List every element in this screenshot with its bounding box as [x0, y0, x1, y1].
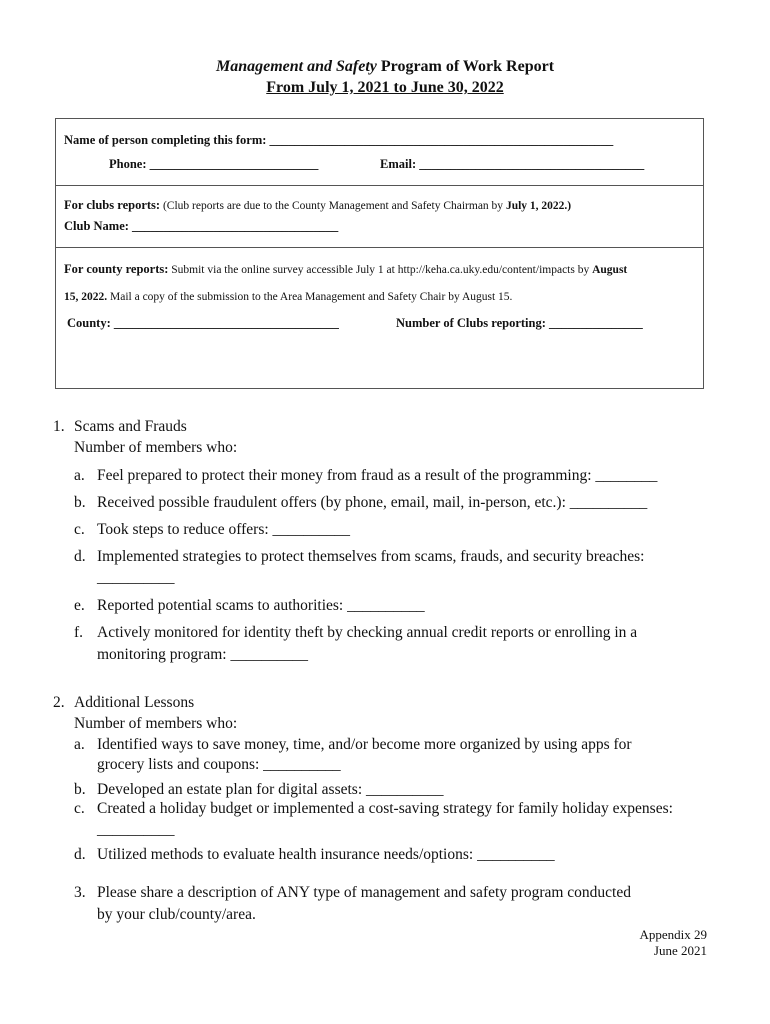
s1-item-d-blank[interactable]: __________	[97, 569, 175, 586]
clubs-text: (Club reports are due to the County Management and Safety Chairman by	[160, 200, 506, 212]
county-instructions	[64, 262, 627, 277]
s1-item-d[interactable]: Implemented strategies to protect themselves from scams, frauds, and security breaches:	[97, 548, 645, 565]
s1-letter-f: f.	[74, 624, 84, 641]
s2-letter-c: c.	[74, 800, 85, 817]
s2-letter-b: b.	[74, 781, 86, 798]
s2-item-b[interactable]: Developed an estate plan for digital assets: __________	[97, 781, 444, 798]
date-range: From July 1, 2021 to June 30, 2022	[266, 79, 504, 96]
section2-heading: Additional Lessons	[74, 694, 195, 711]
section2-sub: Number of members who:	[74, 715, 238, 732]
county-report-box	[55, 247, 704, 389]
s1-letter-a: a.	[74, 467, 85, 484]
county-date2: 15, 2022.	[64, 291, 108, 303]
county-text: Submit via the online survey accessible July 1 at http://keha.ca.uky.edu/content/impacts by	[168, 264, 593, 276]
s1-letter-b: b.	[74, 494, 86, 511]
clubs-date: July 1, 2022.)	[505, 200, 572, 212]
s1-letter-d: d.	[74, 548, 86, 565]
name-field[interactable]: Name of person completing this form: _______________________________________________________	[64, 133, 614, 147]
phone-field[interactable]: Phone: ___________________________	[109, 157, 319, 171]
section1-heading: Scams and Frauds	[74, 418, 187, 435]
county-date1: August	[592, 264, 628, 276]
title-italic: Management and Safety	[215, 58, 377, 75]
county-label: For county reports:	[64, 262, 169, 276]
q3-text-cont: by your club/county/area.	[97, 906, 256, 923]
section2-number: 2.	[53, 694, 65, 711]
clubs-label: For clubs reports:	[64, 198, 161, 212]
s2-letter-d: d.	[74, 846, 86, 863]
s1-item-a[interactable]: Feel prepared to protect their money from fraud as a result of the programming: ________	[97, 467, 658, 484]
email-field[interactable]: Email: ____________________________________	[380, 157, 645, 171]
page-subtitle	[0, 79, 770, 97]
title-rest: Program of Work Report	[376, 58, 555, 75]
s1-letter-c: c.	[74, 521, 85, 538]
s2-item-c[interactable]: Created a holiday budget or implemented a cost-saving strategy for family holiday expenses:	[97, 800, 673, 817]
footer-appendix: Appendix 29	[639, 927, 707, 942]
clubs-report-box	[55, 185, 704, 248]
s1-letter-e: e.	[74, 597, 85, 614]
person-info-box	[55, 118, 704, 186]
club-name-field[interactable]: Club Name: _________________________________	[64, 219, 339, 233]
section1-number: 1.	[53, 418, 65, 435]
county-text2: Mail a copy of the submission to the Area Management and Safety Chair by August 15.	[107, 291, 513, 303]
page-title	[0, 58, 770, 76]
s2-letter-a: a.	[74, 736, 85, 753]
s2-item-c-blank[interactable]: __________	[97, 821, 175, 838]
county-field[interactable]: County: ____________________________________	[67, 316, 339, 330]
s2-item-a-cont[interactable]: grocery lists and coupons: __________	[97, 756, 341, 773]
s1-item-c[interactable]: Took steps to reduce offers: __________	[97, 521, 351, 538]
s1-item-b[interactable]: Received possible fraudulent offers (by phone, email, mail, in-person, etc.): __________	[97, 494, 648, 511]
county-instructions-2	[64, 289, 512, 304]
s1-item-f-cont[interactable]: monitoring program: __________	[97, 646, 308, 663]
clubs-reporting-field[interactable]: Number of Clubs reporting: _______________	[396, 316, 643, 330]
s2-item-d[interactable]: Utilized methods to evaluate health insurance needs/options: __________	[97, 846, 555, 863]
s1-item-e[interactable]: Reported potential scams to authorities: __________	[97, 597, 425, 614]
s1-item-f[interactable]: Actively monitored for identity theft by checking annual credit reports or enrolling in a	[97, 624, 638, 641]
clubs-instructions	[64, 198, 571, 213]
section1-sub: Number of members who:	[74, 439, 238, 456]
s2-item-a[interactable]: Identified ways to save money, time, and/or become more organized by using apps for	[97, 736, 632, 753]
q3-text: Please share a description of ANY type of management and safety program conducted	[97, 884, 631, 901]
q3-number: 3.	[74, 884, 86, 901]
footer-date: June 2021	[653, 943, 707, 958]
